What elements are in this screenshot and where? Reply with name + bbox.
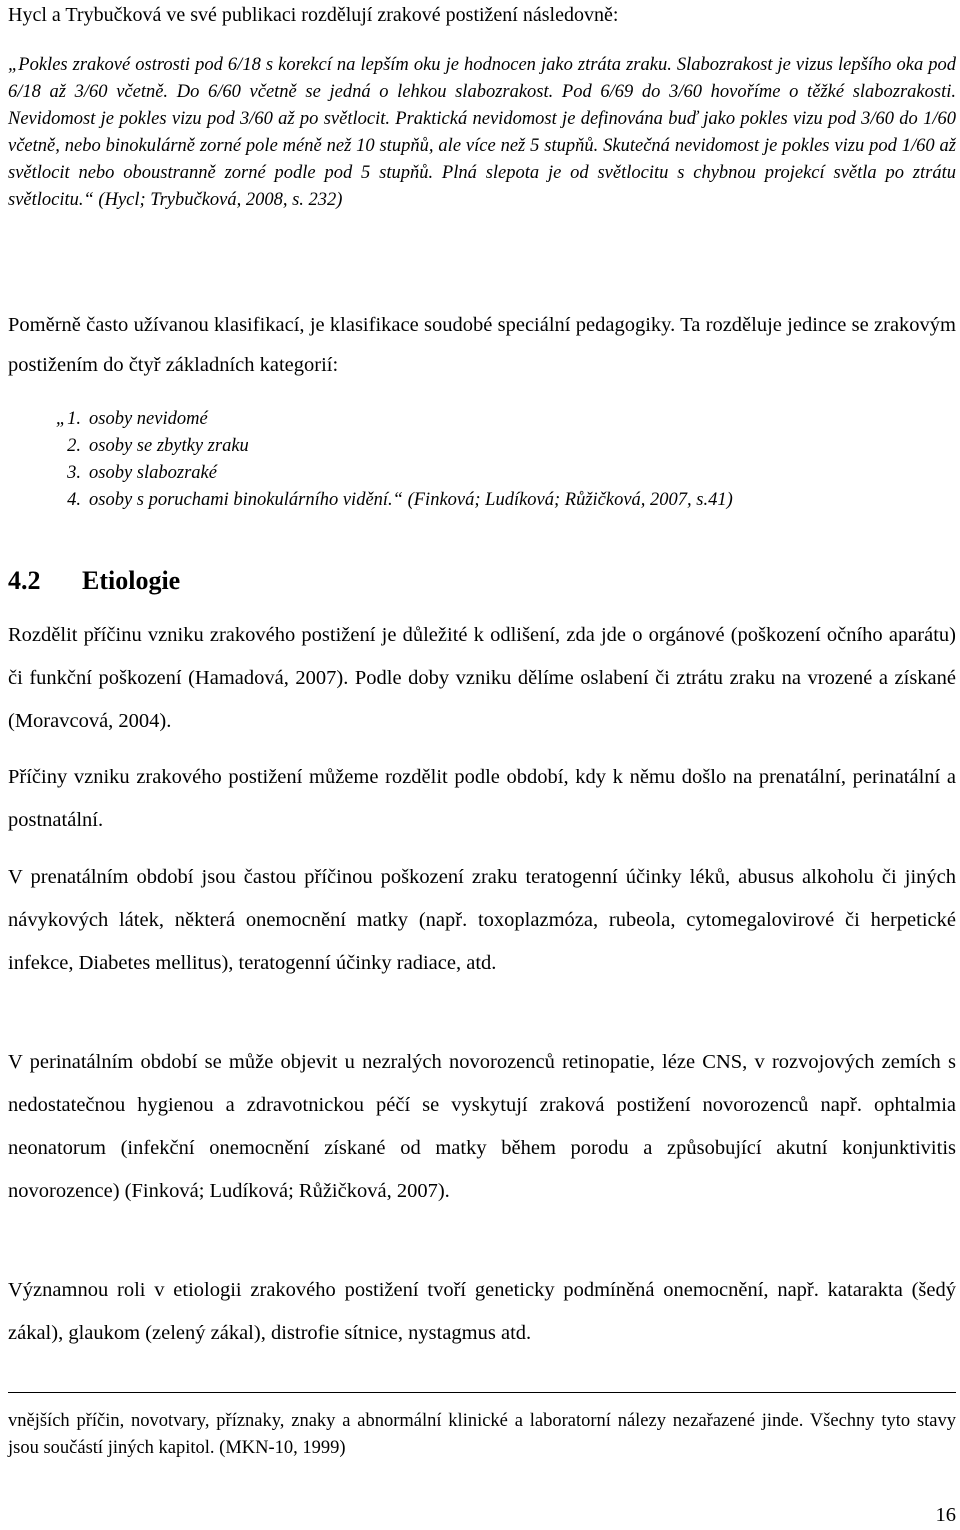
list-item [8,406,733,433]
list-item-number: 1. [67,409,81,429]
list-item-text: osoby se zbytky zraku [89,436,249,456]
page-number: 16 [935,1504,956,1526]
body-paragraph-prenatal: V prenatálním období jsou častou příčinou poškození zraku teratogenní účinky léků, abusus alkoholu či jiných návykových látek, některá onemocnění matky (např. toxoplazmóza, rubeola, cytomegalovirové či herpetické infekce, Diabetes mellitus), teratogenní účinky radiace, atd. [8,866,956,974]
body-paragraph-origin: Rozdělit příčinu vzniku zrakového postižení je důležité k odlišení, zda jde o orgánové (poškození očního aparátu) či funkční poškození (Hamadová, 2007). Podle doby vzniku dělíme oslabení či ztrátu zraku na vrozené a získané (Moravcová, 2004). [8,624,956,732]
list-item-number: 2. [67,436,81,456]
section-number: 4.2 [8,566,41,595]
intro-sentence: Hycl a Trybučková ve své publikaci rozdělují zrakové postižení následovně: [8,4,619,26]
list-item-number: 3. [67,463,81,483]
body-paragraph-perinatal: V perinatálním období se může objevit u nezralých novorozenců retinopatie, léze CNS, v rozvojových zemích s nedostatečnou hygienou a zdravotnickou péčí se vyskytují zraková postižení novorozenců např. ophtalmia neonatorum (infekční onemocnění získané od matky během porodu a způsobující akutní konjunktivitis novorozence) (Finková; Ludíková; Růžičková, 2007). [8,1051,956,1202]
list-item [8,433,733,460]
footnote-separator [8,1392,956,1393]
classification-paragraph: Poměrně často užívanou klasifikací, je klasifikace soudobé speciální pedagogiky. Ta rozděluje jedince se zrakovým postižením do čtyř základních kategorií: [8,314,956,376]
list-item-text: osoby slabozraké [89,463,217,483]
body-paragraph-genetic: Významnou roli v etiologii zrakového postižení tvoří geneticky podmíněná onemocnění, např. katarakta (šedý zákal), glaukom (zelený zákal), distrofie sítnice, nystagmus atd. [8,1279,956,1344]
section-title: Etiologie [82,566,181,595]
category-list [8,406,733,514]
list-item [8,460,733,487]
footnote-text: vnějších příčin, novotvary, příznaky, znaky a abnormální klinické a laboratorní nálezy nezařazené jinde. Všechny tyto stavy jsou součástí jiných kapitol. (MKN-10, 1999) [8,1411,956,1458]
list-item-text: osoby s poruchami binokulárního vidění.“ (Finková; Ludíková; Růžičková, 2007, s.41) [89,490,733,510]
section-heading [8,562,180,600]
list-item [8,487,733,514]
body-paragraph-periods: Příčiny vzniku zrakového postižení můžeme rozdělit podle období, kdy k němu došlo na prenatální, perinatální a postnatální. [8,766,956,831]
definition-quote: „Pokles zrakové ostrosti pod 6/18 s korekcí na lepším oku je hodnocen jako ztráta zraku. Slabozrakost je vizus lepšího oka pod 6/18 až 3/60 včetně. Do 6/60 včetně se jedná o lehkou slabozrakost. Pod 6/69 do 3/60 hovoříme o těžké slabozrakosti. Nevidomost je pokles vizu pod 3/60 až po světlocit. Praktická nevidomost je definována buď jako pokles vizu pod 3/60 do 1/60 včetně, nebo binokulárně zorné pole méně než 10 stupňů, ale více než 5 stupňů. Skutečná nevidomost je pokles vizu pod 1/60 až světlocit nebo oboustranně zorné podle pod 5 stupňů. Plná slepota je od světlocitu s chybnou projekcí světla po ztrátu světlocitu.“ (Hycl; Trybučková, 2008, s. 232) [8,55,956,210]
list-item-text: osoby nevidomé [89,409,208,429]
opening-quote-mark: „ [55,409,67,429]
list-item-number: 4. [67,490,81,510]
